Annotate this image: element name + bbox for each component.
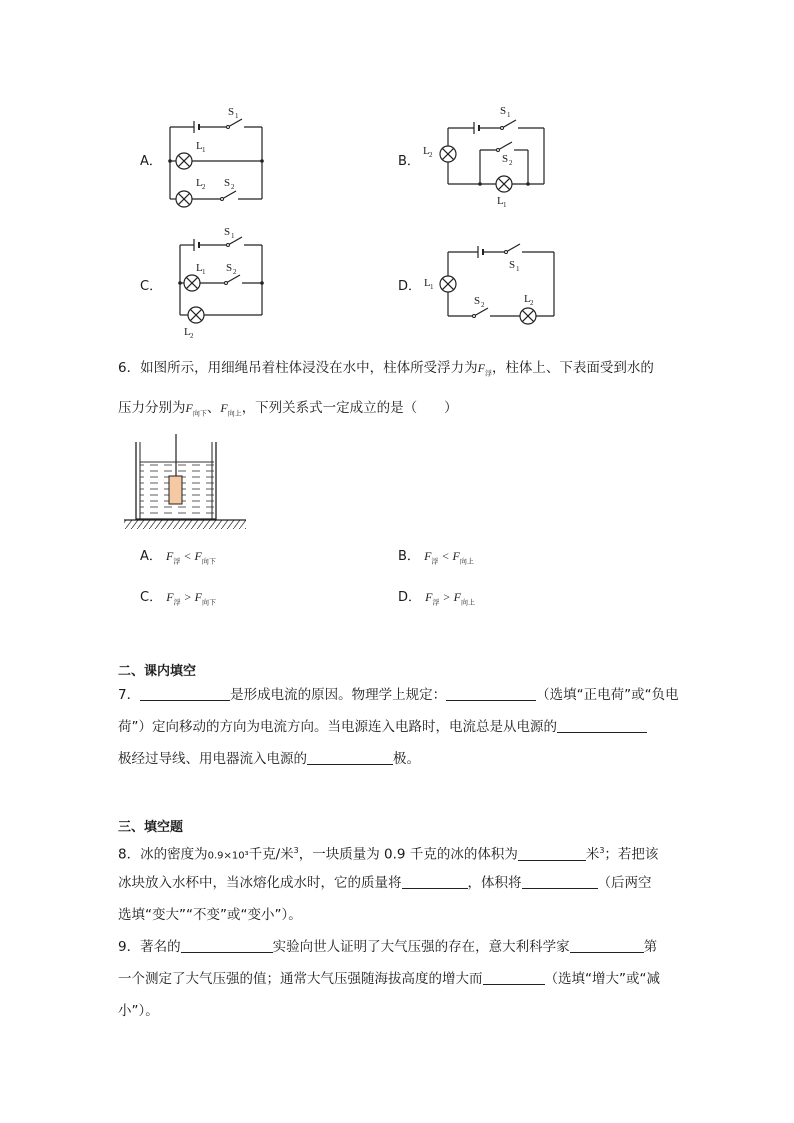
circuit-diagram-c <box>160 225 270 340</box>
q7-blank-1[interactable] <box>140 684 230 701</box>
q7-line1: 7． 是形成电流的原因。物理学上规定： （选填“正电荷”或“负电 <box>118 680 679 710</box>
q7-blank-2[interactable] <box>446 684 536 701</box>
option-c-label: C． <box>140 279 163 294</box>
q6-option-b: B． $F_浮 < F_{向上}$ <box>398 549 474 566</box>
option-b-label: B． <box>398 154 420 169</box>
q9-line3: 小”）。 <box>118 1003 159 1019</box>
svg-text:L: L <box>196 177 203 189</box>
svg-text:2: 2 <box>231 183 235 191</box>
q6-line1 <box>118 353 654 388</box>
q8-line1: 8．冰的密度为0.9×10³千克/米$^3$，一块质量为 0.9 千克的冰的体积为 米$^3$；若把该 <box>118 836 658 872</box>
svg-text:1: 1 <box>202 268 206 276</box>
q6-text-a: 6．如图所示，用细绳吊着柱体浸没在水中，柱体所受浮力为 <box>118 360 478 376</box>
q7-blank-3[interactable] <box>557 716 647 733</box>
q6-option-d: D． $F_浮 > F_{向上}$ <box>398 590 475 607</box>
svg-text:1: 1 <box>503 201 507 209</box>
q6-line2 <box>118 393 458 428</box>
q6-text-b: ，柱体上、下表面受到水的 <box>491 360 654 376</box>
svg-text:L: L <box>196 262 203 274</box>
circuit-diagram-b <box>420 100 555 215</box>
svg-text:1: 1 <box>231 232 235 240</box>
q9-blank-2[interactable] <box>570 936 644 953</box>
q7-blank-4[interactable] <box>307 748 393 765</box>
section-2-heading: 二、课内填空 <box>118 664 197 679</box>
svg-text:L: L <box>497 195 504 207</box>
svg-text:L: L <box>423 145 430 157</box>
svg-text:2: 2 <box>190 332 194 340</box>
svg-text:1: 1 <box>430 283 434 291</box>
q9-line2: 一个测定了大气压强的值；通常大气压强随海拔高度的增大而 （选填“增大”或“减 <box>118 964 660 994</box>
f-down-1: $F_{向下}$ <box>185 401 207 418</box>
svg-text:2: 2 <box>509 159 513 167</box>
q8-line3: 选填“变大”“不变”或“变小”）。 <box>118 907 302 923</box>
option-d-label: D． <box>398 279 422 294</box>
q7-line2: 荷”）定向移动的方向为电流方向。当电源连入电路时，电流总是从电源的 <box>118 712 647 742</box>
svg-text:L: L <box>196 140 203 152</box>
option-a-label: A． <box>140 154 162 169</box>
svg-text:L: L <box>184 326 191 338</box>
svg-text:1: 1 <box>202 146 206 154</box>
svg-text:L: L <box>524 293 531 305</box>
q9-blank-3[interactable] <box>483 968 545 985</box>
svg-text:S: S <box>224 177 231 189</box>
beaker-diagram <box>120 432 250 532</box>
f-float-1: $F_浮$ <box>477 361 492 378</box>
q6-option-c: C． $F_浮 > F_{向下}$ <box>140 590 217 607</box>
q6-text-d: 、 <box>206 400 221 416</box>
q6-text-e: ，下列关系式一定成立的是（ ） <box>241 400 458 416</box>
svg-text:2: 2 <box>530 299 534 307</box>
q8-blank-1[interactable] <box>518 844 586 861</box>
q9-line1: 9．著名的 实验向世人证明了大气压强的存在，意大利科学家 第 <box>118 932 657 962</box>
circuit-diagram-d <box>420 232 555 332</box>
svg-text:2: 2 <box>202 183 206 191</box>
svg-text:S: S <box>502 153 509 165</box>
svg-text:S: S <box>224 226 231 238</box>
f-up-1: $F_{向上}$ <box>220 401 242 418</box>
q6-text-c: 压力分别为 <box>118 400 186 416</box>
svg-text:2: 2 <box>481 301 485 309</box>
q8-line2: 冰块放入水杯中，当冰熔化成水时，它的质量将 ，体积将 （后两空 <box>118 868 652 898</box>
q9-blank-1[interactable] <box>181 936 273 953</box>
q8-blank-3[interactable] <box>522 872 598 889</box>
q7-line3: 极经过导线、用电器流入电源的 极。 <box>118 744 420 774</box>
svg-text:L: L <box>424 277 431 289</box>
circuit-diagram-a <box>160 105 270 210</box>
svg-text:1: 1 <box>516 265 520 273</box>
svg-text:S: S <box>500 105 507 117</box>
section-3-heading: 三、填空题 <box>118 820 184 835</box>
svg-text:S: S <box>474 295 481 307</box>
svg-text:1: 1 <box>235 112 239 120</box>
svg-text:2: 2 <box>233 268 237 276</box>
svg-text:2: 2 <box>429 151 433 159</box>
q8-blank-2[interactable] <box>402 872 468 889</box>
q6-option-a: A． $F_浮 < F_{向下}$ <box>140 549 216 566</box>
svg-text:S: S <box>509 259 516 271</box>
svg-text:S: S <box>228 106 235 118</box>
svg-text:1: 1 <box>507 111 511 119</box>
svg-text:S: S <box>226 262 233 274</box>
